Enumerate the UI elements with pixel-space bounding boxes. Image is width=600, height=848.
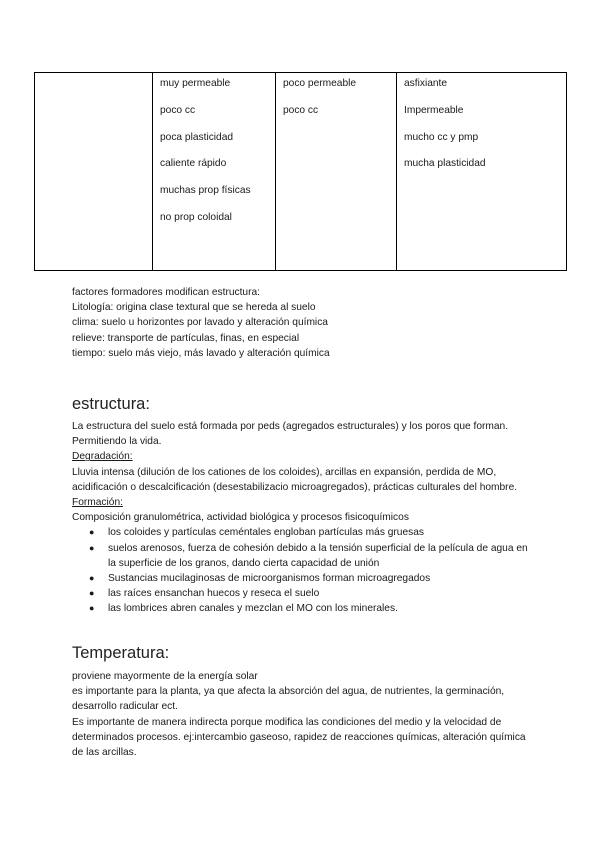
cell-text: no prop coloidal <box>160 211 232 223</box>
list-item <box>72 601 532 616</box>
factors-line: relieve: transporte de partículas, finas, en especial <box>72 332 300 344</box>
degradacion-text: Lluvia intensa (dilución de los cationes de los coloides), arcillas en expansión, perdida de MO, acidificación o descalcificación (desestabilizacio microagregados), prácticas culturales del hombre. <box>72 466 518 493</box>
temperatura-line: proviene mayormente de la energía solar <box>72 671 258 682</box>
list-item <box>72 541 532 571</box>
factors-line: clima: suelo u horizontes por lavado y alteración química <box>72 317 328 329</box>
bullet-icon: ● <box>89 603 95 614</box>
table-cell-silty <box>276 73 397 271</box>
bullet-icon: ● <box>89 588 95 599</box>
temperatura-section <box>72 669 532 760</box>
cell-text: poca plasticidad <box>160 131 234 143</box>
cell-text: caliente rápido <box>160 158 227 170</box>
table-cell-empty <box>35 73 153 271</box>
cell-text: mucho cc y pmp <box>404 131 479 143</box>
soil-properties-table <box>34 72 567 271</box>
cell-text: muchas prop físicas <box>160 185 251 197</box>
bullet-icon: ● <box>89 527 95 538</box>
cell-text: muy permeable <box>160 78 231 89</box>
list-item-text: las lombrices abren canales y mezclan el MO con los minerales. <box>108 603 398 615</box>
estructura-section <box>72 419 532 617</box>
factors-line: tiempo: suelo más viejo, más lavado y alteración química <box>72 347 330 359</box>
table-cell-clay <box>397 73 567 271</box>
list-item-text: suelos arenosos, fuerza de cohesión debido a la tensión superficial de la película de agua en la superficie de los granos, dando cierta capacidad de unión <box>108 542 528 569</box>
factors-section <box>72 285 532 361</box>
list-item-text: las raíces ensanchan huecos y reseca el suelo <box>108 588 320 600</box>
cell-text: poco cc <box>283 104 319 116</box>
estructura-intro: La estructura del suelo está formada por peds (agregados estructurales) y los poros que forman. Permitiendo la vida. <box>72 421 509 448</box>
table-cell-sandy <box>153 73 276 271</box>
degradacion-heading: Degradación: <box>72 451 133 463</box>
temperatura-heading: Temperatura: <box>72 644 170 662</box>
cell-text: poco permeable <box>283 78 357 89</box>
list-item-text: los coloides y partículas ceméntales engloban partículas más gruesas <box>108 527 424 539</box>
cell-text: mucha plasticidad <box>404 158 486 170</box>
estructura-heading: estructura: <box>72 395 150 413</box>
formacion-bullet-list <box>72 525 532 616</box>
list-item-text: Sustancias mucilaginosas de microorganismos forman microagregados <box>108 573 431 585</box>
cell-text: asfixiante <box>404 78 448 89</box>
formacion-text: Composición granulométrica, actividad biológica y procesos fisicoquímicos <box>72 512 409 524</box>
list-item <box>72 586 532 601</box>
cell-text: poco cc <box>160 104 196 116</box>
table-row <box>35 73 567 271</box>
bullet-icon: ● <box>89 542 95 553</box>
factors-line: Litología: origina clase textural que se hereda al suelo <box>72 302 316 314</box>
temperatura-line: Es importante de manera indirecta porque modifica las condiciones del medio y la velocidad de determinados procesos. ej:intercambio gaseoso, rapidez de reacciones químicas, alteración química de las arcillas. <box>72 716 526 759</box>
bullet-icon: ● <box>89 573 95 584</box>
list-item <box>72 571 532 586</box>
factors-line: factores formadores modifican estructura: <box>72 287 260 298</box>
temperatura-line: es importante para la planta, ya que afecta la absorción del agua, de nutrientes, la germinación, desarrollo radicular ect. <box>72 686 505 713</box>
cell-text: Impermeable <box>404 104 464 116</box>
list-item <box>72 525 532 540</box>
formacion-heading: Formación: <box>72 497 123 509</box>
